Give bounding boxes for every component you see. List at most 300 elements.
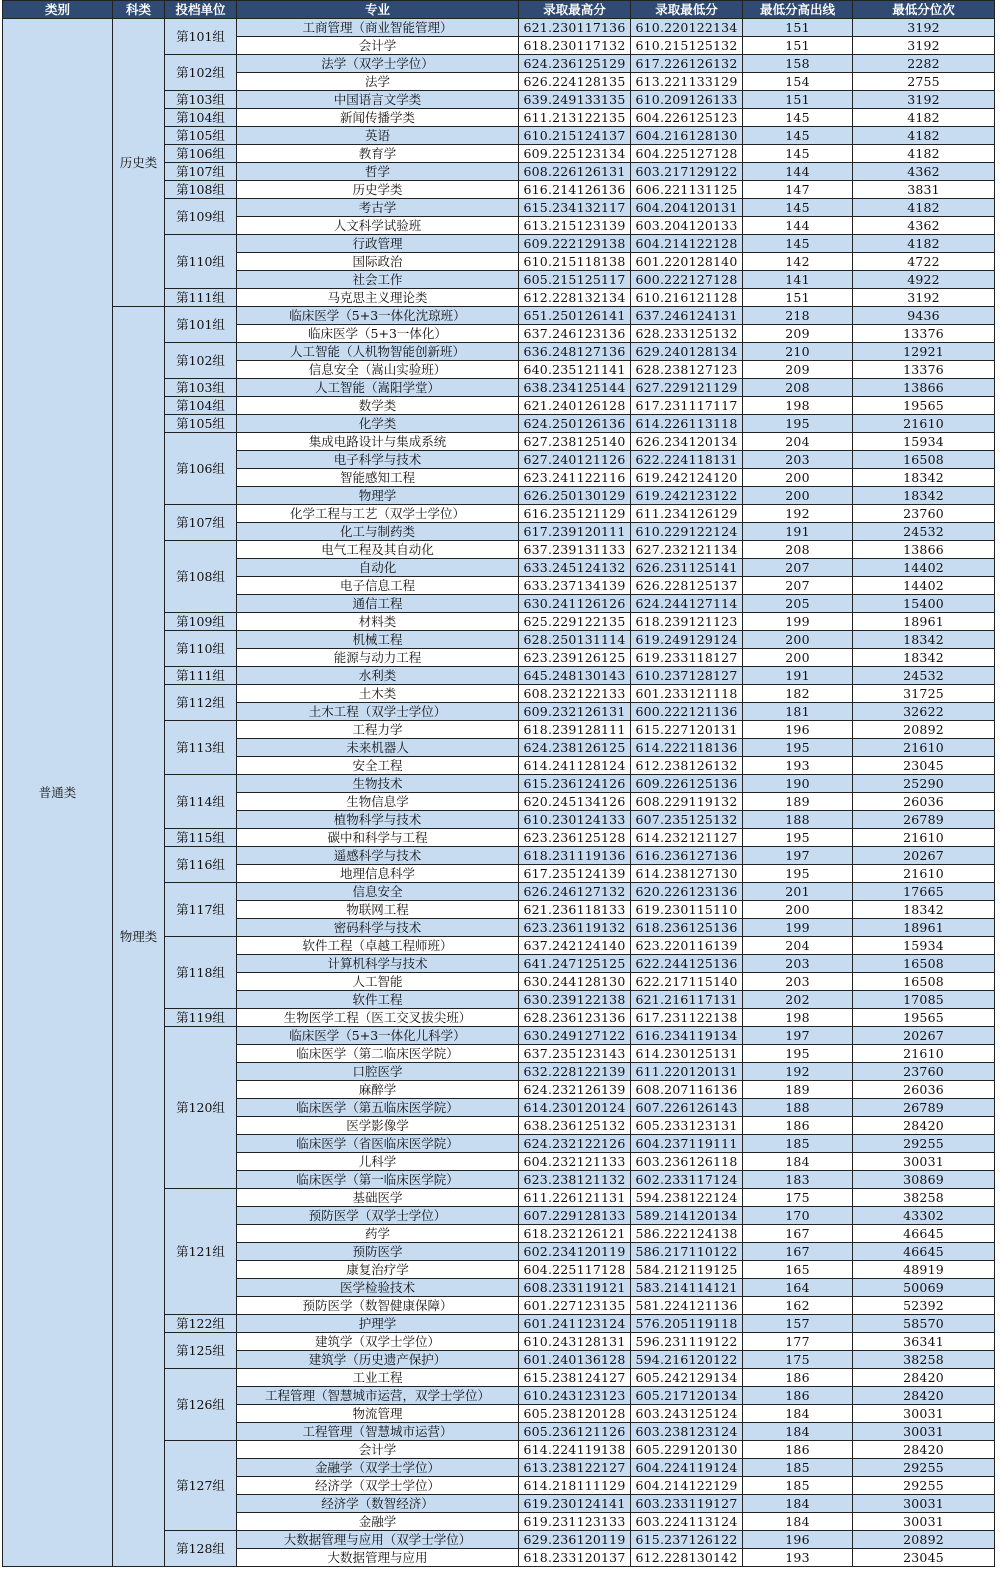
major-cell: 会计学 bbox=[237, 1441, 519, 1459]
major-cell: 软件工程 bbox=[237, 991, 519, 1009]
min-score-cell: 622.244125136 bbox=[631, 955, 743, 973]
above-line-cell: 184 bbox=[743, 1513, 853, 1531]
above-line-cell: 190 bbox=[743, 775, 853, 793]
above-line-cell: 209 bbox=[743, 325, 853, 343]
min-score-cell: 604.224119124 bbox=[631, 1459, 743, 1477]
max-score-cell: 615.234132117 bbox=[519, 199, 631, 217]
max-score-cell: 618.233120137 bbox=[519, 1549, 631, 1567]
above-line-cell: 183 bbox=[743, 1171, 853, 1189]
rank-cell: 20892 bbox=[853, 1531, 995, 1549]
max-score-cell: 605.238120128 bbox=[519, 1405, 631, 1423]
header-min-score: 录取最低分 bbox=[631, 1, 743, 19]
max-score-cell: 618.231119136 bbox=[519, 847, 631, 865]
min-score-cell: 619.230115110 bbox=[631, 901, 743, 919]
min-score-cell: 605.233123131 bbox=[631, 1117, 743, 1135]
rank-cell: 17665 bbox=[853, 883, 995, 901]
max-score-cell: 637.239131133 bbox=[519, 541, 631, 559]
above-line-cell: 196 bbox=[743, 721, 853, 739]
rank-cell: 18342 bbox=[853, 631, 995, 649]
above-line-cell: 184 bbox=[743, 1153, 853, 1171]
above-line-cell: 167 bbox=[743, 1243, 853, 1261]
max-score-cell: 624.250126136 bbox=[519, 415, 631, 433]
max-score-cell: 623.238121132 bbox=[519, 1171, 631, 1189]
above-line-cell: 154 bbox=[743, 73, 853, 91]
min-score-cell: 614.222118136 bbox=[631, 739, 743, 757]
max-score-cell: 601.241123124 bbox=[519, 1315, 631, 1333]
rank-cell: 38258 bbox=[853, 1189, 995, 1207]
major-cell: 临床医学（5+3一体化） bbox=[237, 325, 519, 343]
min-score-cell: 610.216121128 bbox=[631, 289, 743, 307]
max-score-cell: 609.222129138 bbox=[519, 235, 631, 253]
group-cell: 第106组 bbox=[165, 433, 237, 505]
major-cell: 建筑学（双学士学位） bbox=[237, 1333, 519, 1351]
group-cell: 第116组 bbox=[165, 847, 237, 883]
min-score-cell: 594.216120122 bbox=[631, 1351, 743, 1369]
max-score-cell: 608.226126131 bbox=[519, 163, 631, 181]
min-score-cell: 610.220122134 bbox=[631, 19, 743, 37]
major-cell: 工程管理（智慧城市运营，双学士学位） bbox=[237, 1387, 519, 1405]
rank-cell: 24532 bbox=[853, 523, 995, 541]
min-score-cell: 616.234119134 bbox=[631, 1027, 743, 1045]
group-cell: 第104组 bbox=[165, 397, 237, 415]
min-score-cell: 612.228130142 bbox=[631, 1549, 743, 1567]
major-cell: 人工智能 bbox=[237, 973, 519, 991]
min-score-cell: 617.231122138 bbox=[631, 1009, 743, 1027]
min-score-cell: 619.249129124 bbox=[631, 631, 743, 649]
max-score-cell: 610.243123123 bbox=[519, 1387, 631, 1405]
max-score-cell: 641.247125125 bbox=[519, 955, 631, 973]
group-cell: 第113组 bbox=[165, 721, 237, 775]
group-cell: 第119组 bbox=[165, 1009, 237, 1027]
max-score-cell: 618.230117132 bbox=[519, 37, 631, 55]
major-cell: 化学工程与工艺（双学士学位） bbox=[237, 505, 519, 523]
above-line-cell: 203 bbox=[743, 955, 853, 973]
rank-cell: 18342 bbox=[853, 649, 995, 667]
rank-cell: 13376 bbox=[853, 325, 995, 343]
above-line-cell: 193 bbox=[743, 757, 853, 775]
rank-cell: 13376 bbox=[853, 361, 995, 379]
above-line-cell: 199 bbox=[743, 919, 853, 937]
max-score-cell: 633.237134139 bbox=[519, 577, 631, 595]
max-score-cell: 630.241126126 bbox=[519, 595, 631, 613]
rank-cell: 43302 bbox=[853, 1207, 995, 1225]
above-line-cell: 195 bbox=[743, 1045, 853, 1063]
header-above-line: 最低分高出线 bbox=[743, 1, 853, 19]
rank-cell: 18342 bbox=[853, 487, 995, 505]
rank-cell: 30869 bbox=[853, 1171, 995, 1189]
max-score-cell: 610.243128131 bbox=[519, 1333, 631, 1351]
group-cell: 第115组 bbox=[165, 829, 237, 847]
min-score-cell: 608.229119132 bbox=[631, 793, 743, 811]
major-cell: 工商管理（商业智能管理） bbox=[237, 19, 519, 37]
group-cell: 第118组 bbox=[165, 937, 237, 1009]
rank-cell: 28420 bbox=[853, 1117, 995, 1135]
subject-cell: 物理类 bbox=[113, 307, 165, 1567]
rank-cell: 29255 bbox=[853, 1459, 995, 1477]
above-line-cell: 200 bbox=[743, 469, 853, 487]
major-cell: 物联网工程 bbox=[237, 901, 519, 919]
rank-cell: 16508 bbox=[853, 955, 995, 973]
above-line-cell: 151 bbox=[743, 19, 853, 37]
max-score-cell: 616.235121129 bbox=[519, 505, 631, 523]
max-score-cell: 623.241122116 bbox=[519, 469, 631, 487]
above-line-cell: 186 bbox=[743, 1369, 853, 1387]
header-row bbox=[3, 1, 995, 19]
max-score-cell: 636.248127136 bbox=[519, 343, 631, 361]
max-score-cell: 626.250130129 bbox=[519, 487, 631, 505]
min-score-cell: 603.217129122 bbox=[631, 163, 743, 181]
min-score-cell: 623.220116139 bbox=[631, 937, 743, 955]
rank-cell: 18342 bbox=[853, 901, 995, 919]
major-cell: 麻醉学 bbox=[237, 1081, 519, 1099]
major-cell: 生物信息学 bbox=[237, 793, 519, 811]
above-line-cell: 200 bbox=[743, 631, 853, 649]
min-score-cell: 614.238127130 bbox=[631, 865, 743, 883]
above-line-cell: 145 bbox=[743, 145, 853, 163]
rank-cell: 30031 bbox=[853, 1405, 995, 1423]
max-score-cell: 614.230120124 bbox=[519, 1099, 631, 1117]
rank-cell: 18961 bbox=[853, 613, 995, 631]
major-cell: 机械工程 bbox=[237, 631, 519, 649]
above-line-cell: 202 bbox=[743, 991, 853, 1009]
min-score-cell: 608.207116136 bbox=[631, 1081, 743, 1099]
above-line-cell: 209 bbox=[743, 361, 853, 379]
min-score-cell: 629.240128134 bbox=[631, 343, 743, 361]
above-line-cell: 199 bbox=[743, 613, 853, 631]
major-cell: 能源与动力工程 bbox=[237, 649, 519, 667]
rank-cell: 4922 bbox=[853, 271, 995, 289]
group-cell: 第122组 bbox=[165, 1315, 237, 1333]
above-line-cell: 195 bbox=[743, 829, 853, 847]
min-score-cell: 606.221131125 bbox=[631, 181, 743, 199]
max-score-cell: 619.231123133 bbox=[519, 1513, 631, 1531]
max-score-cell: 624.232122126 bbox=[519, 1135, 631, 1153]
rank-cell: 32622 bbox=[853, 703, 995, 721]
above-line-cell: 195 bbox=[743, 739, 853, 757]
rank-cell: 4182 bbox=[853, 199, 995, 217]
min-score-cell: 617.231117117 bbox=[631, 397, 743, 415]
min-score-cell: 584.212119125 bbox=[631, 1261, 743, 1279]
major-cell: 历史学类 bbox=[237, 181, 519, 199]
rank-cell: 19565 bbox=[853, 397, 995, 415]
max-score-cell: 620.245134126 bbox=[519, 793, 631, 811]
above-line-cell: 198 bbox=[743, 397, 853, 415]
major-cell: 数学类 bbox=[237, 397, 519, 415]
major-cell: 考古学 bbox=[237, 199, 519, 217]
max-score-cell: 629.236120119 bbox=[519, 1531, 631, 1549]
above-line-cell: 200 bbox=[743, 649, 853, 667]
above-line-cell: 201 bbox=[743, 883, 853, 901]
above-line-cell: 204 bbox=[743, 937, 853, 955]
above-line-cell: 145 bbox=[743, 235, 853, 253]
max-score-cell: 626.224128135 bbox=[519, 73, 631, 91]
group-cell: 第108组 bbox=[165, 181, 237, 199]
above-line-cell: 144 bbox=[743, 163, 853, 181]
above-line-cell: 204 bbox=[743, 433, 853, 451]
above-line-cell: 200 bbox=[743, 901, 853, 919]
major-cell: 新闻传播学类 bbox=[237, 109, 519, 127]
rank-cell: 21610 bbox=[853, 865, 995, 883]
min-score-cell: 603.204120133 bbox=[631, 217, 743, 235]
min-score-cell: 618.236125136 bbox=[631, 919, 743, 937]
above-line-cell: 186 bbox=[743, 1387, 853, 1405]
major-cell: 水利类 bbox=[237, 667, 519, 685]
max-score-cell: 621.236118133 bbox=[519, 901, 631, 919]
rank-cell: 4182 bbox=[853, 127, 995, 145]
min-score-cell: 604.226125123 bbox=[631, 109, 743, 127]
max-score-cell: 605.215125117 bbox=[519, 271, 631, 289]
major-cell: 工业工程 bbox=[237, 1369, 519, 1387]
major-cell: 国际政治 bbox=[237, 253, 519, 271]
max-score-cell: 640.235121141 bbox=[519, 361, 631, 379]
above-line-cell: 192 bbox=[743, 1063, 853, 1081]
subject-cell: 历史类 bbox=[113, 19, 165, 307]
rank-cell: 24532 bbox=[853, 667, 995, 685]
group-cell: 第103组 bbox=[165, 379, 237, 397]
rank-cell: 30031 bbox=[853, 1495, 995, 1513]
rank-cell: 36341 bbox=[853, 1333, 995, 1351]
min-score-cell: 611.234126129 bbox=[631, 505, 743, 523]
max-score-cell: 609.225123134 bbox=[519, 145, 631, 163]
major-cell: 材料类 bbox=[237, 613, 519, 631]
rank-cell: 21610 bbox=[853, 415, 995, 433]
above-line-cell: 141 bbox=[743, 271, 853, 289]
rank-cell: 14402 bbox=[853, 559, 995, 577]
above-line-cell: 181 bbox=[743, 703, 853, 721]
rank-cell: 28420 bbox=[853, 1369, 995, 1387]
major-cell: 工程管理（智慧城市运营） bbox=[237, 1423, 519, 1441]
max-score-cell: 617.235124139 bbox=[519, 865, 631, 883]
max-score-cell: 608.232122133 bbox=[519, 685, 631, 703]
max-score-cell: 605.236121126 bbox=[519, 1423, 631, 1441]
group-cell: 第110组 bbox=[165, 235, 237, 289]
rank-cell: 29255 bbox=[853, 1135, 995, 1153]
rank-cell: 21610 bbox=[853, 829, 995, 847]
min-score-cell: 626.228125137 bbox=[631, 577, 743, 595]
major-cell: 经济学（双学士学位） bbox=[237, 1477, 519, 1495]
major-cell: 预防医学（双学士学位） bbox=[237, 1207, 519, 1225]
min-score-cell: 628.233125132 bbox=[631, 325, 743, 343]
above-line-cell: 145 bbox=[743, 109, 853, 127]
min-score-cell: 619.242124120 bbox=[631, 469, 743, 487]
max-score-cell: 607.229128133 bbox=[519, 1207, 631, 1225]
above-line-cell: 200 bbox=[743, 487, 853, 505]
rank-cell: 4182 bbox=[853, 235, 995, 253]
major-cell: 建筑学（历史遗产保护） bbox=[237, 1351, 519, 1369]
group-cell: 第125组 bbox=[165, 1333, 237, 1369]
rank-cell: 21610 bbox=[853, 1045, 995, 1063]
major-cell: 信息安全（嵩山实验班） bbox=[237, 361, 519, 379]
rank-cell: 3192 bbox=[853, 19, 995, 37]
above-line-cell: 151 bbox=[743, 289, 853, 307]
rank-cell: 2755 bbox=[853, 73, 995, 91]
major-cell: 大数据管理与应用 bbox=[237, 1549, 519, 1567]
min-score-cell: 637.246124131 bbox=[631, 307, 743, 325]
above-line-cell: 197 bbox=[743, 1027, 853, 1045]
major-cell: 化学类 bbox=[237, 415, 519, 433]
above-line-cell: 167 bbox=[743, 1225, 853, 1243]
major-cell: 物流管理 bbox=[237, 1405, 519, 1423]
min-score-cell: 622.217115140 bbox=[631, 973, 743, 991]
rank-cell: 29255 bbox=[853, 1477, 995, 1495]
above-line-cell: 210 bbox=[743, 343, 853, 361]
above-line-cell: 188 bbox=[743, 811, 853, 829]
max-score-cell: 627.240121126 bbox=[519, 451, 631, 469]
major-cell: 信息安全 bbox=[237, 883, 519, 901]
min-score-cell: 576.205119118 bbox=[631, 1315, 743, 1333]
above-line-cell: 191 bbox=[743, 667, 853, 685]
major-cell: 工程力学 bbox=[237, 721, 519, 739]
min-score-cell: 612.238126132 bbox=[631, 757, 743, 775]
max-score-cell: 616.214126136 bbox=[519, 181, 631, 199]
rank-cell: 15934 bbox=[853, 433, 995, 451]
max-score-cell: 618.239128111 bbox=[519, 721, 631, 739]
min-score-cell: 604.225127128 bbox=[631, 145, 743, 163]
rank-cell: 3831 bbox=[853, 181, 995, 199]
major-cell: 护理学 bbox=[237, 1315, 519, 1333]
max-score-cell: 630.249127122 bbox=[519, 1027, 631, 1045]
above-line-cell: 189 bbox=[743, 793, 853, 811]
rank-cell: 18342 bbox=[853, 469, 995, 487]
max-score-cell: 610.230124133 bbox=[519, 811, 631, 829]
min-score-cell: 605.229120130 bbox=[631, 1441, 743, 1459]
major-cell: 预防医学 bbox=[237, 1243, 519, 1261]
above-line-cell: 175 bbox=[743, 1351, 853, 1369]
major-cell: 儿科学 bbox=[237, 1153, 519, 1171]
min-score-cell: 619.233118127 bbox=[631, 649, 743, 667]
rank-cell: 20267 bbox=[853, 847, 995, 865]
max-score-cell: 619.230124141 bbox=[519, 1495, 631, 1513]
rank-cell: 46645 bbox=[853, 1243, 995, 1261]
above-line-cell: 185 bbox=[743, 1477, 853, 1495]
major-cell: 临床医学（第一临床医学院） bbox=[237, 1171, 519, 1189]
above-line-cell: 196 bbox=[743, 1531, 853, 1549]
min-score-cell: 613.221133129 bbox=[631, 73, 743, 91]
max-score-cell: 624.232126139 bbox=[519, 1081, 631, 1099]
group-cell: 第108组 bbox=[165, 541, 237, 613]
min-score-cell: 601.220128140 bbox=[631, 253, 743, 271]
rank-cell: 26036 bbox=[853, 793, 995, 811]
min-score-cell: 621.216117131 bbox=[631, 991, 743, 1009]
major-cell: 人文科学试验班 bbox=[237, 217, 519, 235]
group-cell: 第105组 bbox=[165, 127, 237, 145]
min-score-cell: 617.226126132 bbox=[631, 55, 743, 73]
min-score-cell: 627.232121134 bbox=[631, 541, 743, 559]
rank-cell: 30031 bbox=[853, 1513, 995, 1531]
above-line-cell: 188 bbox=[743, 1099, 853, 1117]
max-score-cell: 614.218111129 bbox=[519, 1477, 631, 1495]
major-cell: 金融学（双学士学位） bbox=[237, 1459, 519, 1477]
major-cell: 经济学（数智经济） bbox=[237, 1495, 519, 1513]
group-cell: 第109组 bbox=[165, 199, 237, 235]
min-score-cell: 614.232121127 bbox=[631, 829, 743, 847]
max-score-cell: 614.241128124 bbox=[519, 757, 631, 775]
group-cell: 第112组 bbox=[165, 685, 237, 721]
max-score-cell: 628.250131114 bbox=[519, 631, 631, 649]
min-score-cell: 604.214122128 bbox=[631, 235, 743, 253]
above-line-cell: 192 bbox=[743, 505, 853, 523]
rank-cell: 58570 bbox=[853, 1315, 995, 1333]
min-score-cell: 624.244127114 bbox=[631, 595, 743, 613]
max-score-cell: 637.246123136 bbox=[519, 325, 631, 343]
min-score-cell: 610.215125132 bbox=[631, 37, 743, 55]
max-score-cell: 630.239122138 bbox=[519, 991, 631, 1009]
rank-cell: 25290 bbox=[853, 775, 995, 793]
major-cell: 电子信息工程 bbox=[237, 577, 519, 595]
above-line-cell: 182 bbox=[743, 685, 853, 703]
max-score-cell: 601.240136128 bbox=[519, 1351, 631, 1369]
min-score-cell: 603.236126118 bbox=[631, 1153, 743, 1171]
major-cell: 会计学 bbox=[237, 37, 519, 55]
above-line-cell: 205 bbox=[743, 595, 853, 613]
major-cell: 化工与制药类 bbox=[237, 523, 519, 541]
rank-cell: 31725 bbox=[853, 685, 995, 703]
major-cell: 安全工程 bbox=[237, 757, 519, 775]
major-cell: 生物医学工程（医工交叉拔尖班） bbox=[237, 1009, 519, 1027]
min-score-cell: 604.214122129 bbox=[631, 1477, 743, 1495]
min-score-cell: 603.243125124 bbox=[631, 1405, 743, 1423]
above-line-cell: 208 bbox=[743, 379, 853, 397]
major-cell: 集成电路设计与集成系统 bbox=[237, 433, 519, 451]
rank-cell: 38258 bbox=[853, 1351, 995, 1369]
max-score-cell: 610.215124137 bbox=[519, 127, 631, 145]
above-line-cell: 184 bbox=[743, 1495, 853, 1513]
above-line-cell: 151 bbox=[743, 91, 853, 109]
rank-cell: 30031 bbox=[853, 1153, 995, 1171]
group-cell: 第103组 bbox=[165, 91, 237, 109]
above-line-cell: 151 bbox=[743, 37, 853, 55]
rank-cell: 13866 bbox=[853, 541, 995, 559]
major-cell: 临床医学（第二临床医学院） bbox=[237, 1045, 519, 1063]
group-cell: 第101组 bbox=[165, 19, 237, 55]
max-score-cell: 604.225117128 bbox=[519, 1261, 631, 1279]
min-score-cell: 603.224113124 bbox=[631, 1513, 743, 1531]
min-score-cell: 610.237128127 bbox=[631, 667, 743, 685]
major-cell: 英语 bbox=[237, 127, 519, 145]
min-score-cell: 603.233119127 bbox=[631, 1495, 743, 1513]
above-line-cell: 186 bbox=[743, 1441, 853, 1459]
max-score-cell: 608.233119121 bbox=[519, 1279, 631, 1297]
rank-cell: 46645 bbox=[853, 1225, 995, 1243]
major-cell: 康复治疗学 bbox=[237, 1261, 519, 1279]
group-cell: 第111组 bbox=[165, 667, 237, 685]
min-score-cell: 601.233121118 bbox=[631, 685, 743, 703]
major-cell: 临床医学（5+3一体化沈琼班） bbox=[237, 307, 519, 325]
rank-cell: 18961 bbox=[853, 919, 995, 937]
group-cell: 第109组 bbox=[165, 613, 237, 631]
above-line-cell: 207 bbox=[743, 577, 853, 595]
min-score-cell: 602.233117124 bbox=[631, 1171, 743, 1189]
major-cell: 医学检验技术 bbox=[237, 1279, 519, 1297]
max-score-cell: 615.236124126 bbox=[519, 775, 631, 793]
group-cell: 第117组 bbox=[165, 883, 237, 937]
major-cell: 药学 bbox=[237, 1225, 519, 1243]
above-line-cell: 186 bbox=[743, 1117, 853, 1135]
min-score-cell: 586.217110122 bbox=[631, 1243, 743, 1261]
max-score-cell: 624.238126125 bbox=[519, 739, 631, 757]
max-score-cell: 621.240126128 bbox=[519, 397, 631, 415]
max-score-cell: 639.249133135 bbox=[519, 91, 631, 109]
min-score-cell: 607.226126143 bbox=[631, 1099, 743, 1117]
min-score-cell: 614.230125131 bbox=[631, 1045, 743, 1063]
min-score-cell: 605.217120134 bbox=[631, 1387, 743, 1405]
min-score-cell: 616.236127136 bbox=[631, 847, 743, 865]
max-score-cell: 623.239126125 bbox=[519, 649, 631, 667]
table-header bbox=[3, 1, 995, 19]
rank-cell: 23045 bbox=[853, 757, 995, 775]
major-cell: 马克思主义理论类 bbox=[237, 289, 519, 307]
max-score-cell: 610.215118138 bbox=[519, 253, 631, 271]
